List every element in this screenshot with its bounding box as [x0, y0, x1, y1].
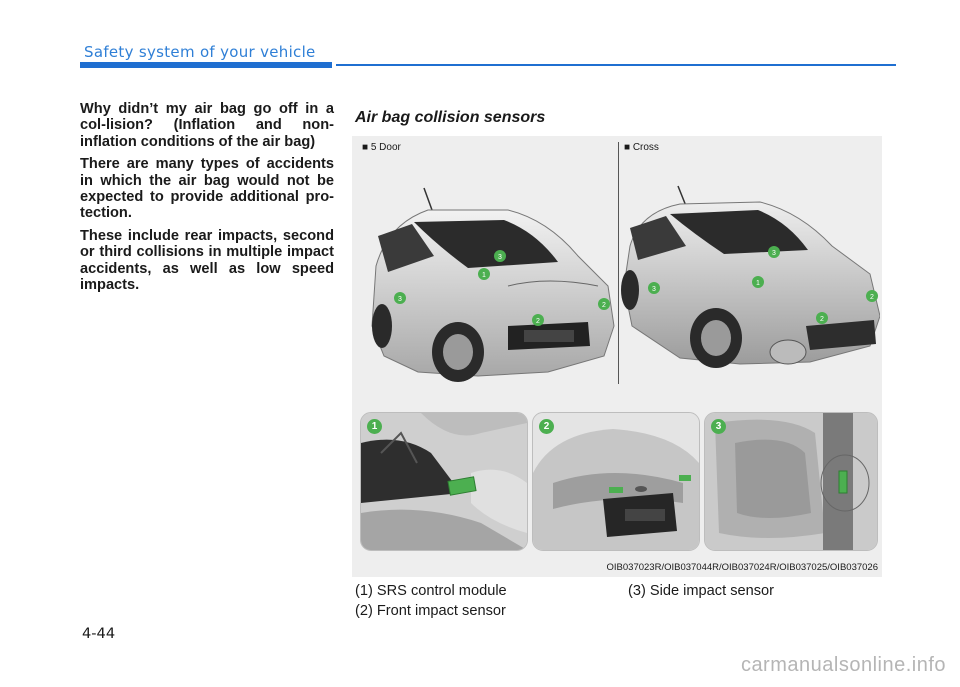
svg-text:2: 2 [820, 316, 824, 323]
caption-side-sensor: (3) Side impact sensor [628, 583, 774, 599]
label-cross: ■ Cross [624, 142, 659, 153]
question-heading: Why didn’t my air bag go off in a col-lision? (Inflation and non-inflation conditions of the air bag) [80, 101, 334, 150]
paragraph-2: These include rear impacts, second or third collisions in multiple impact accidents, as well as low speed impacts. [80, 227, 334, 294]
svg-text:2: 2 [536, 318, 540, 325]
detail-2-image [533, 413, 699, 550]
detail-number-1: 1 [367, 419, 382, 434]
svg-text:3: 3 [772, 250, 776, 257]
paragraph-1: There are many types of accidents in which the air bag would not be expected to provide additional pro-tection. [80, 156, 334, 222]
svg-text:2: 2 [870, 294, 874, 301]
detail-3-image [705, 413, 877, 550]
svg-text:1: 1 [756, 280, 760, 287]
left-column [80, 101, 334, 299]
detail-front-sensor [532, 412, 700, 551]
sensors-title: Air bag collision sensors [355, 109, 546, 126]
section-header: Safety system of your vehicle [84, 43, 316, 61]
svg-text:3: 3 [398, 296, 402, 303]
figure-code: OIB037023R/OIB037044R/OIB037024R/OIB037025/OIB037026 [606, 562, 878, 573]
detail-1-image [361, 413, 527, 550]
car-5-door-image [358, 176, 616, 388]
figure-divider [618, 142, 619, 384]
svg-text:3: 3 [498, 254, 502, 261]
detail-side-sensor [704, 412, 878, 551]
car-cross-image [620, 176, 880, 388]
svg-text:3: 3 [652, 286, 656, 293]
detail-srs-module [360, 412, 528, 551]
label-5-door: ■ 5 Door [362, 142, 401, 153]
detail-number-3: 3 [711, 419, 726, 434]
header-bar [80, 62, 332, 68]
sensor-figure [352, 136, 882, 577]
caption-front-sensor: (2) Front impact sensor [355, 603, 506, 619]
header-rule [336, 64, 896, 66]
svg-text:1: 1 [482, 272, 486, 279]
watermark: carmanualsonline.info [740, 654, 946, 676]
caption-srs-module: (1) SRS control module [355, 583, 507, 599]
svg-text:2: 2 [602, 302, 606, 309]
page-number: 4-44 [82, 625, 116, 642]
detail-number-2: 2 [539, 419, 554, 434]
